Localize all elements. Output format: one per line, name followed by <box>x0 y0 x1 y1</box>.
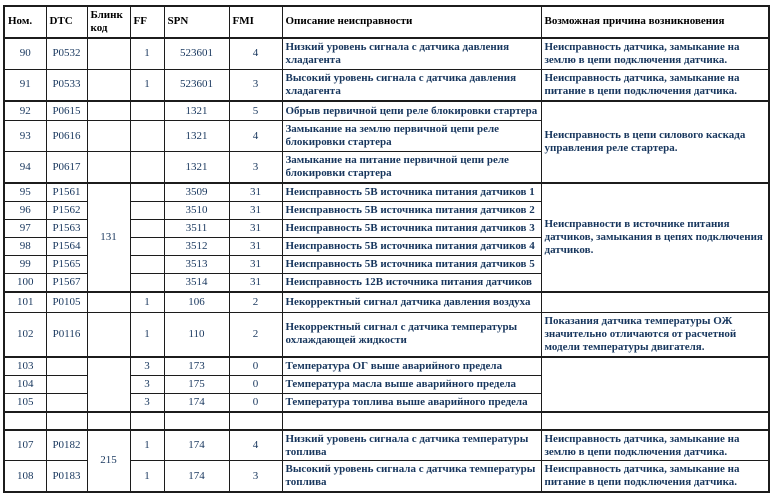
cell-spn: 3509 <box>164 183 229 201</box>
cell-fmi: 31 <box>229 202 282 220</box>
cell-num: 105 <box>4 393 46 411</box>
cell-cause: Неисправность в цепи силового каскада управления реле стартера. <box>541 101 769 183</box>
cell-num: 97 <box>4 220 46 238</box>
cell-dtc: P0182 <box>46 430 87 461</box>
cell-fmi: 0 <box>229 357 282 375</box>
header-fmi: FMI <box>229 6 282 38</box>
cell-fmi: 3 <box>229 152 282 183</box>
header-cause: Возможная причина возникновения <box>541 6 769 38</box>
cell-num: 96 <box>4 202 46 220</box>
cell-num: 95 <box>4 183 46 201</box>
cell-spn: 3512 <box>164 238 229 256</box>
cell-desc: Низкий уровень сигнала с датчика температуры топлива <box>282 430 541 461</box>
cell-dtc: P1567 <box>46 274 87 292</box>
cell-desc: Некорректный сигнал датчика давления воздуха <box>282 292 541 312</box>
cell-num: 99 <box>4 256 46 274</box>
cell-dtc: P0183 <box>46 461 87 492</box>
cell-spn: 173 <box>164 357 229 375</box>
cell-ff <box>130 412 164 430</box>
cell-ff: 1 <box>130 461 164 492</box>
cell-dtc: P1562 <box>46 202 87 220</box>
cell-desc: Неисправность 5В источника питания датчиков 1 <box>282 183 541 201</box>
cell-blink <box>87 412 130 430</box>
cell-desc: Замыкание на землю первичной цепи реле блокировки стартера <box>282 121 541 152</box>
cell-fmi: 4 <box>229 121 282 152</box>
cell-fmi: 31 <box>229 220 282 238</box>
cell-desc: Некорректный сигнал с датчика температуры охлаждающей жидкости <box>282 312 541 356</box>
cell-fmi: 2 <box>229 292 282 312</box>
cell-num: 101 <box>4 292 46 312</box>
cell-ff: 1 <box>130 292 164 312</box>
cell-dtc: P1565 <box>46 256 87 274</box>
cell-num: 90 <box>4 38 46 69</box>
cell-fmi: 0 <box>229 375 282 393</box>
cell-desc: Замыкание на питание первичной цепи реле блокировки стартера <box>282 152 541 183</box>
cell-fmi <box>229 412 282 430</box>
cell-fmi: 2 <box>229 312 282 356</box>
cell-cause: Неисправность датчика, замыкание на питание в цепи подключения датчика. <box>541 461 769 492</box>
cell-blink: 215 <box>87 430 130 493</box>
table-row-101 <box>4 292 769 312</box>
spacer-row <box>4 412 769 430</box>
table-row-103 <box>4 357 769 375</box>
cell-fmi: 5 <box>229 101 282 121</box>
header-spn: SPN <box>164 6 229 38</box>
cell-spn: 1321 <box>164 101 229 121</box>
cell-dtc: P0615 <box>46 101 87 121</box>
header-blink: Блинк код <box>87 6 130 38</box>
cell-dtc: P1563 <box>46 220 87 238</box>
cell-dtc: P0616 <box>46 121 87 152</box>
cell-blink <box>87 357 130 412</box>
table-row-92 <box>4 101 769 121</box>
cell-ff <box>130 101 164 121</box>
cell-num: 94 <box>4 152 46 183</box>
cell-cause: Неисправности в источнике питания датчиков, замыкания в цепях подключения датчиков. <box>541 183 769 292</box>
cell-dtc <box>46 393 87 411</box>
cell-blink <box>87 292 130 312</box>
cell-spn: 3513 <box>164 256 229 274</box>
cell-cause <box>541 292 769 312</box>
cell-cause: Неисправность датчика, замыкание на землю в цепи подключения датчика. <box>541 38 769 69</box>
cell-ff: 3 <box>130 357 164 375</box>
cell-dtc <box>46 375 87 393</box>
cell-num: 108 <box>4 461 46 492</box>
cell-dtc <box>46 412 87 430</box>
cell-spn: 3511 <box>164 220 229 238</box>
cell-num: 100 <box>4 274 46 292</box>
cell-desc: Неисправность 5В источника питания датчиков 5 <box>282 256 541 274</box>
cell-spn: 1321 <box>164 121 229 152</box>
cell-desc <box>282 412 541 430</box>
cell-ff: 1 <box>130 312 164 356</box>
cell-desc: Температура топлива выше аварийного предела <box>282 393 541 411</box>
cell-ff <box>130 238 164 256</box>
table-row-91 <box>4 69 769 100</box>
table-row-107 <box>4 430 769 461</box>
cell-desc: Низкий уровень сигнала с датчика давления хладагента <box>282 38 541 69</box>
cell-dtc: P0532 <box>46 38 87 69</box>
cell-ff <box>130 183 164 201</box>
cell-spn: 174 <box>164 393 229 411</box>
header-dtc: DTC <box>46 6 87 38</box>
cell-fmi: 4 <box>229 38 282 69</box>
cell-blink <box>87 38 130 69</box>
cell-spn: 523601 <box>164 69 229 100</box>
cell-blink <box>87 121 130 152</box>
cell-ff <box>130 121 164 152</box>
cell-spn: 523601 <box>164 38 229 69</box>
cell-cause: Неисправность датчика, замыкание на землю в цепи подключения датчика. <box>541 430 769 461</box>
cell-desc: Высокий уровень сигнала с датчика давления хладагента <box>282 69 541 100</box>
cell-dtc: P0116 <box>46 312 87 356</box>
cell-dtc: P1561 <box>46 183 87 201</box>
header-row <box>4 6 769 38</box>
cell-fmi: 4 <box>229 430 282 461</box>
cell-dtc: P0533 <box>46 69 87 100</box>
table-row-95 <box>4 183 769 201</box>
cell-fmi: 31 <box>229 238 282 256</box>
cell-dtc: P0105 <box>46 292 87 312</box>
fault-code-table <box>3 5 770 493</box>
cell-ff <box>130 152 164 183</box>
cell-dtc <box>46 357 87 375</box>
header-desc: Описание неисправности <box>282 6 541 38</box>
cell-cause: Показания датчика температуры ОЖ значительно отличаются от расчетной модели температуры двигателя. <box>541 312 769 356</box>
cell-num <box>4 412 46 430</box>
cell-ff <box>130 220 164 238</box>
cell-spn: 1321 <box>164 152 229 183</box>
cell-spn: 174 <box>164 430 229 461</box>
cell-desc: Неисправность 5В источника питания датчиков 3 <box>282 220 541 238</box>
cell-ff: 1 <box>130 430 164 461</box>
fault-code-table-page <box>3 5 770 493</box>
table-row-102 <box>4 312 769 356</box>
cell-desc: Температура масла выше аварийного предела <box>282 375 541 393</box>
cell-cause <box>541 412 769 430</box>
cell-desc: Неисправность 5В источника питания датчиков 4 <box>282 238 541 256</box>
cell-cause <box>541 357 769 412</box>
header-num: Ном. <box>4 6 46 38</box>
cell-desc: Высокий уровень сигнала с датчика температуры топлива <box>282 461 541 492</box>
cell-blink <box>87 101 130 121</box>
cell-num: 91 <box>4 69 46 100</box>
cell-spn: 174 <box>164 461 229 492</box>
cell-desc: Неисправность 12В источника питания датчиков <box>282 274 541 292</box>
cell-fmi: 31 <box>229 274 282 292</box>
cell-blink: 131 <box>87 183 130 292</box>
cell-spn: 110 <box>164 312 229 356</box>
cell-num: 93 <box>4 121 46 152</box>
cell-num: 98 <box>4 238 46 256</box>
cell-blink <box>87 69 130 100</box>
cell-num: 102 <box>4 312 46 356</box>
cell-dtc: P1564 <box>46 238 87 256</box>
cell-fmi: 3 <box>229 69 282 100</box>
cell-spn: 175 <box>164 375 229 393</box>
cell-fmi: 0 <box>229 393 282 411</box>
cell-spn: 106 <box>164 292 229 312</box>
cell-desc: Обрыв первичной цепи реле блокировки стартера <box>282 101 541 121</box>
cell-num: 107 <box>4 430 46 461</box>
cell-spn <box>164 412 229 430</box>
cell-ff <box>130 274 164 292</box>
cell-fmi: 31 <box>229 183 282 201</box>
cell-spn: 3510 <box>164 202 229 220</box>
cell-fmi: 31 <box>229 256 282 274</box>
cell-spn: 3514 <box>164 274 229 292</box>
table-row-90 <box>4 38 769 69</box>
cell-cause: Неисправность датчика, замыкание на питание в цепи подключения датчика. <box>541 69 769 100</box>
cell-fmi: 3 <box>229 461 282 492</box>
cell-num: 103 <box>4 357 46 375</box>
header-ff: FF <box>130 6 164 38</box>
cell-desc: Температура ОГ выше аварийного предела <box>282 357 541 375</box>
cell-ff: 3 <box>130 375 164 393</box>
cell-ff: 1 <box>130 38 164 69</box>
cell-num: 92 <box>4 101 46 121</box>
cell-dtc: P0617 <box>46 152 87 183</box>
cell-ff <box>130 202 164 220</box>
cell-ff: 3 <box>130 393 164 411</box>
cell-blink <box>87 312 130 356</box>
cell-ff <box>130 256 164 274</box>
cell-ff: 1 <box>130 69 164 100</box>
cell-num: 104 <box>4 375 46 393</box>
cell-blink <box>87 152 130 183</box>
cell-desc: Неисправность 5В источника питания датчиков 2 <box>282 202 541 220</box>
